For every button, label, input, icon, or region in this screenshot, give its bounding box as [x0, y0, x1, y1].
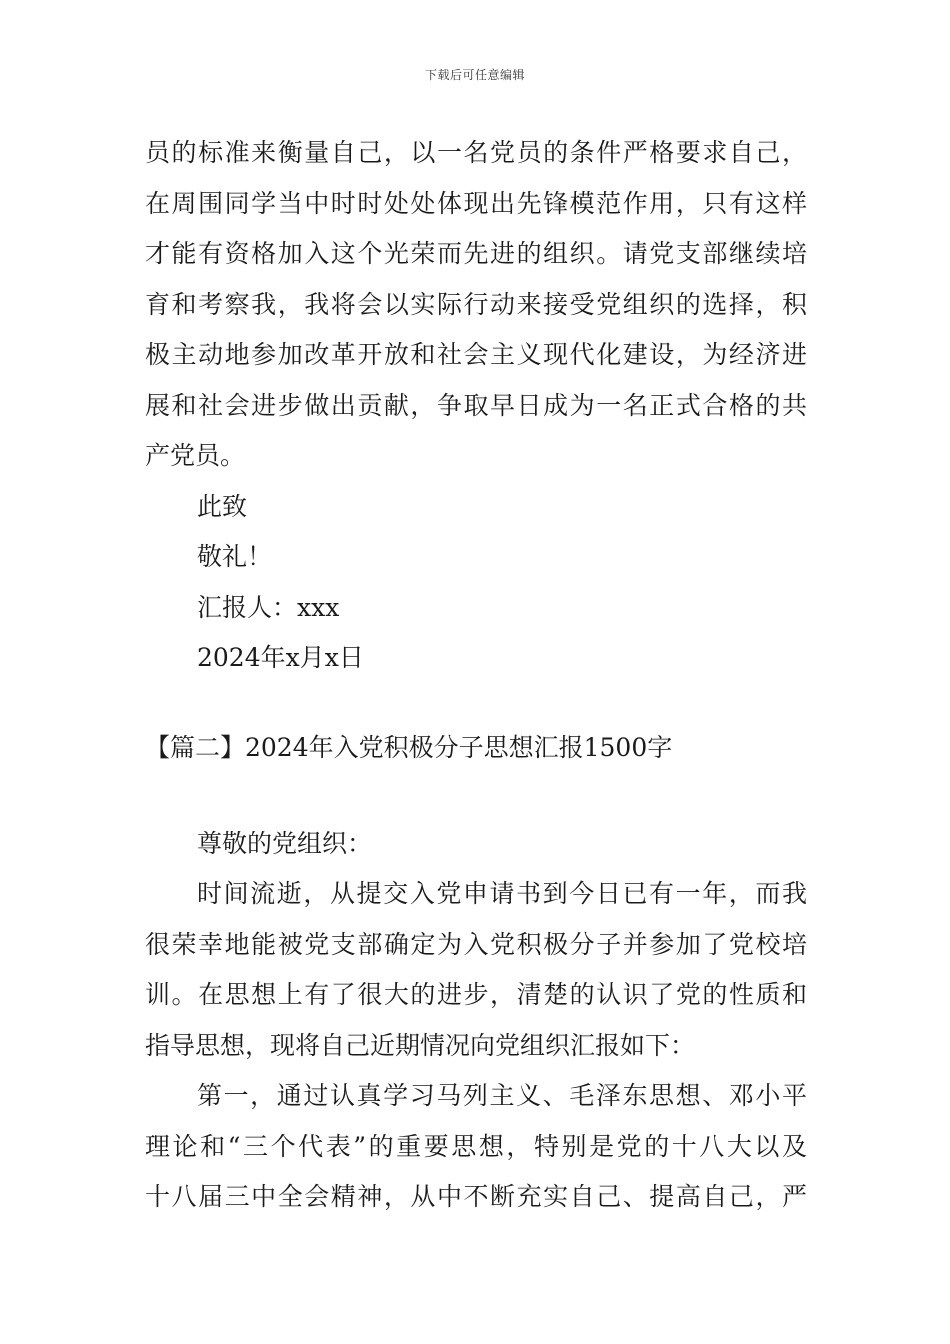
- text-line: 理论和“三个代表”的重要思想，特别是党的十八大以及: [145, 1131, 807, 1161]
- text-line: 极主动地参加改革开放和社会主义现代化建设，为经济进: [145, 340, 807, 369]
- text-line: 才能有资格加入这个光荣而先进的组织。请党支部继续培: [145, 239, 807, 268]
- paragraph-1: [145, 869, 807, 1071]
- paragraph-2: [145, 1071, 807, 1223]
- paragraph-continuation: [145, 128, 807, 482]
- text-line: 第一，通过认真学习马列主义、毛泽东思想、邓小平: [197, 1081, 807, 1110]
- section-heading: 【篇二】2024年入党积极分子思想汇报1500字: [145, 732, 673, 762]
- text-line: 时间流逝，从提交入党申请书到今日已有一年，而我: [197, 879, 807, 908]
- reporter-signature: 汇报人：xxx: [197, 592, 340, 622]
- spacer: [145, 684, 807, 723]
- report-date: 2024年x月x日: [197, 643, 364, 672]
- header-note: 下载后可任意编辑: [424, 68, 525, 82]
- text-line: 员的标准来衡量自己，以一名党员的条件严格要求自己，: [145, 138, 807, 167]
- document-body: [145, 128, 807, 1223]
- text-line: 育和考察我，我将会以实际行动来接受党组织的选择，积: [145, 289, 807, 319]
- closing-phrase: 此致: [197, 491, 248, 521]
- text-line: 展和社会进步做出贡献，争取早日成为一名正式合格的共: [145, 390, 807, 420]
- greeting: 尊敬的党组织：: [197, 828, 373, 858]
- text-line: 产党员。: [145, 441, 246, 470]
- salutation: 敬礼！: [197, 542, 273, 571]
- text-line: 在周围同学当中时时处处体现出先锋模范作用，只有这样: [145, 188, 807, 218]
- text-line: 很荣幸地能被党支部确定为入党积极分子并参加了党校培: [145, 929, 807, 959]
- spacer: [145, 773, 807, 819]
- text-line: 十八届三中全会精神，从中不断充实自己、提高自己，严: [145, 1182, 807, 1211]
- text-line: 训。在思想上有了很大的进步，清楚的认识了党的性质和: [145, 980, 807, 1009]
- text-line: 指导思想，现将自己近期情况向党组织汇报如下：: [145, 1030, 696, 1060]
